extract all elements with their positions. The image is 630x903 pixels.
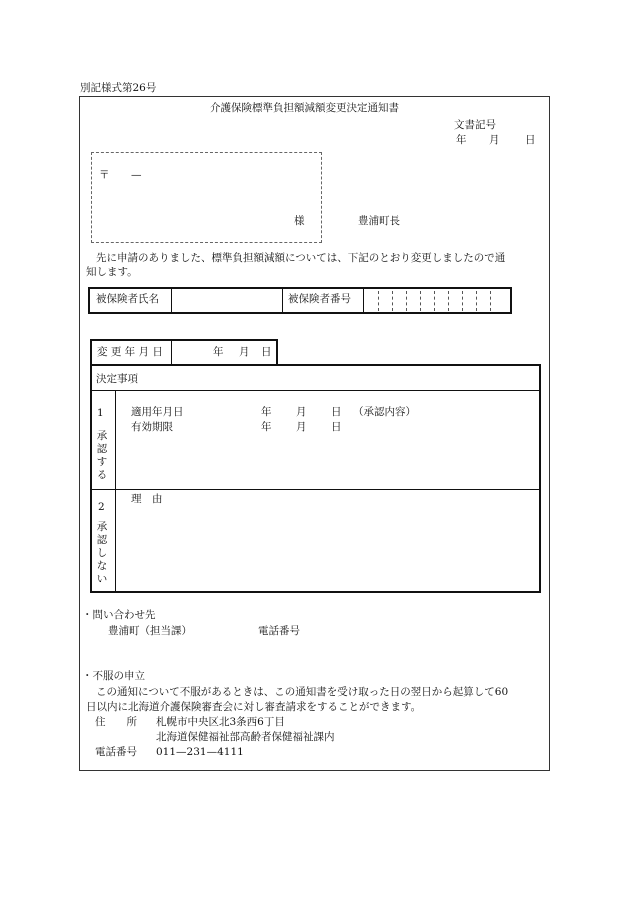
appeal-heading: ・不服の申立 (82, 670, 145, 682)
address-box (91, 152, 322, 243)
document-title: 介護保険標準負担額減額変更決定通知書 (210, 102, 399, 114)
form-number: 別記様式第26号 (80, 82, 157, 94)
applicable-day: 日 (331, 406, 342, 418)
appeal-address-value: 札幌市中央区北3条西6丁目 (156, 716, 285, 728)
change-year: 年 (213, 346, 224, 358)
insured-name-label: 被保険者氏名 (96, 293, 159, 305)
date-year: 年 (456, 134, 467, 146)
insured-number-label: 被保険者番号 (288, 293, 351, 305)
appeal-phone-label: 電話番号 (95, 746, 137, 758)
valid-period-label: 有効期限 (131, 421, 173, 433)
appeal-line-2: 日以内に北海道介護保険審査会に対し審査請求をすることができます。 (86, 701, 422, 713)
change-month: 月 (239, 346, 250, 358)
applicable-date-label: 適用年月日 (131, 406, 184, 418)
contact-heading: ・問い合わせ先 (82, 609, 156, 621)
reject-number: 2 (98, 501, 105, 513)
contact-office: 豊浦町（担当課） (108, 625, 192, 637)
decision-label: 決定事項 (96, 373, 138, 385)
postal-dash: — (131, 169, 142, 181)
sama-label: 様 (294, 215, 305, 227)
appeal-address-label: 住 所 (95, 716, 137, 728)
contact-phone-label: 電話番号 (258, 625, 300, 637)
reject-vertical-label: 承認しない (96, 521, 108, 585)
applicable-month: 月 (296, 406, 307, 418)
doc-number-label: 文書記号 (454, 119, 496, 131)
change-day: 日 (261, 346, 272, 358)
valid-month: 月 (296, 421, 307, 433)
valid-day: 日 (331, 421, 342, 433)
date-day: 日 (525, 134, 536, 146)
valid-year: 年 (261, 421, 272, 433)
appeal-line-1: この通知について不服があるときは、この通知書を受け取った日の翌日から起算して60 (96, 686, 509, 698)
appeal-phone-value: 011—231—4111 (156, 746, 244, 758)
approve-vertical-label: 承認する (96, 430, 108, 481)
postal-mark: 〒 (99, 169, 110, 181)
intro-line-1: 先に申請のありました、標準負担額減額については、下記のとおり変更しましたので通 (96, 252, 506, 264)
approval-content-label: （承認内容） (353, 406, 416, 418)
appeal-address-value-2: 北海道保健福祉部高齢者保健福祉課内 (156, 731, 335, 743)
date-month: 月 (489, 134, 500, 146)
intro-line-2: 知します。 (86, 266, 138, 278)
applicable-year: 年 (261, 406, 272, 418)
change-date-label: 変 更 年 月 日 (97, 346, 163, 358)
issuer-name: 豊浦町長 (358, 215, 400, 227)
reason-label: 理 由 (131, 493, 163, 505)
approve-number: 1 (97, 407, 104, 419)
